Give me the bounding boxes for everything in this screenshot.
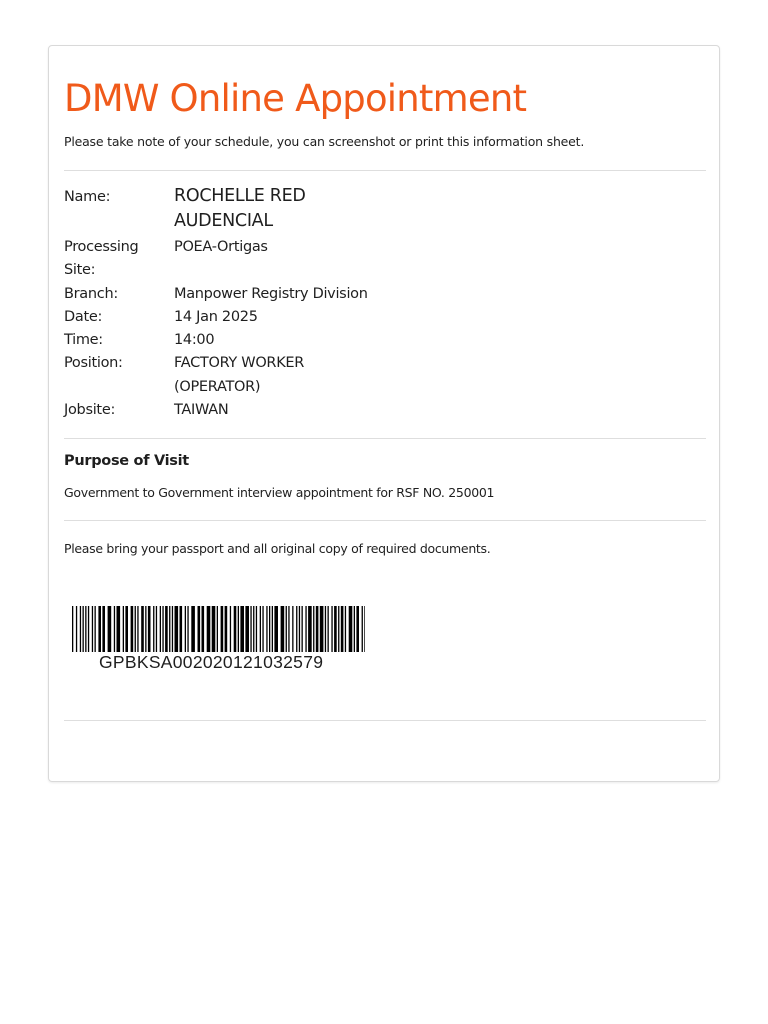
- barcode-bar: [102, 606, 105, 652]
- barcode-bar: [238, 606, 239, 652]
- barcode-bar: [88, 606, 89, 652]
- jobsite-value: TAIWAN: [174, 402, 229, 418]
- barcode-bar: [299, 606, 300, 652]
- barcode-bar: [331, 606, 332, 652]
- barcode-bar: [169, 606, 170, 652]
- barcode-bar: [162, 606, 163, 652]
- barcode-bar: [198, 606, 201, 652]
- appointment-card: [48, 45, 720, 782]
- barcode-bar: [272, 606, 273, 652]
- barcode-bar: [230, 606, 231, 652]
- barcode-image: [72, 606, 365, 652]
- processing-site-value: POEA-Ortigas: [174, 239, 268, 255]
- barcode-bar: [288, 606, 289, 652]
- page-title: DMW Online Appointment: [64, 77, 527, 120]
- barcode-bar: [85, 606, 86, 652]
- divider-purpose: [64, 520, 706, 521]
- processing-site-label-line1: Processing: [64, 239, 139, 255]
- barcode-bar: [125, 606, 128, 652]
- branch-value: Manpower Registry Division: [174, 286, 368, 302]
- barcode-bar: [131, 606, 134, 652]
- barcode-bar: [160, 606, 161, 652]
- barcode-bar: [137, 606, 138, 652]
- position-value-line2: (OPERATOR): [174, 379, 261, 395]
- purpose-text: Government to Government interview appointment for RSF NO. 250001: [64, 485, 495, 500]
- divider-top: [64, 170, 706, 171]
- barcode-bar: [114, 606, 115, 652]
- barcode-bar: [108, 606, 112, 652]
- barcode-bar: [253, 606, 254, 652]
- barcode-bar: [145, 606, 146, 652]
- reminder-text: Please bring your passport and all original copy of required documents.: [64, 541, 491, 556]
- barcode-bar: [76, 606, 77, 652]
- barcode-bar: [225, 606, 228, 652]
- purpose-heading: Purpose of Visit: [64, 453, 189, 469]
- barcode-bar: [117, 606, 121, 652]
- name-value-line2: AUDENCIAL: [174, 211, 273, 231]
- barcode-bar: [313, 606, 314, 652]
- barcode-bar: [245, 606, 249, 652]
- name-label: Name:: [64, 189, 111, 205]
- barcode-bar: [308, 606, 312, 652]
- barcode-bar: [286, 606, 287, 652]
- barcode-bar: [240, 606, 244, 652]
- barcode-bar: [165, 606, 168, 652]
- barcode-bar: [123, 606, 124, 652]
- barcode-bar: [221, 606, 224, 652]
- barcode-bar: [191, 606, 195, 652]
- barcode-bar: [141, 606, 144, 652]
- position-value-line1: FACTORY WORKER: [174, 355, 305, 371]
- barcode-bar: [207, 606, 211, 652]
- barcode-bar: [266, 606, 267, 652]
- barcode-bar: [260, 606, 261, 652]
- barcode-bar: [338, 606, 339, 652]
- barcode-bar: [281, 606, 285, 652]
- barcode-bar: [274, 606, 278, 652]
- barcode-bar: [175, 606, 179, 652]
- barcode-bar: [148, 606, 151, 652]
- processing-site-label-line2: Site:: [64, 262, 96, 278]
- jobsite-label: Jobsite:: [64, 402, 116, 418]
- barcode-bar: [153, 606, 154, 652]
- barcode-bar: [349, 606, 353, 652]
- barcode-bar: [296, 606, 297, 652]
- date-value: 14 Jan 2025: [174, 309, 258, 325]
- time-label: Time:: [64, 332, 103, 348]
- barcode-bar: [292, 606, 293, 652]
- barcode-bar: [269, 606, 270, 652]
- barcode-bar: [316, 606, 319, 652]
- barcode-bar: [356, 606, 359, 652]
- barcode-bar: [217, 606, 218, 652]
- position-label: Position:: [64, 355, 123, 371]
- barcode-bar: [256, 606, 257, 652]
- barcode-bar: [250, 606, 251, 652]
- barcode-bar: [328, 606, 329, 652]
- barcode-bar: [262, 606, 263, 652]
- barcode-bar: [180, 606, 183, 652]
- name-value-line1: ROCHELLE RED: [174, 186, 306, 206]
- barcode-bar: [341, 606, 344, 652]
- barcode-bar: [320, 606, 324, 652]
- barcode-bar: [95, 606, 96, 652]
- barcode-bar: [92, 606, 93, 652]
- time-value: 14:00: [174, 332, 215, 348]
- barcode-bar: [98, 606, 101, 652]
- divider-details: [64, 438, 706, 439]
- barcode-bar: [83, 606, 84, 652]
- barcode-bar: [202, 606, 205, 652]
- barcode-bar: [135, 606, 136, 652]
- barcode-bar: [234, 606, 237, 652]
- barcode-bar: [187, 606, 188, 652]
- barcode-bar: [156, 606, 157, 652]
- branch-label: Branch:: [64, 286, 118, 302]
- barcode-bar: [302, 606, 303, 652]
- barcode-number: GPBKSA002020121032579: [99, 652, 324, 672]
- date-label: Date:: [64, 309, 103, 325]
- barcode-bar: [185, 606, 186, 652]
- divider-bottom: [64, 720, 706, 721]
- barcode-bar: [362, 606, 363, 652]
- barcode-bar: [212, 606, 216, 652]
- barcode-bar: [80, 606, 81, 652]
- barcode-bar: [354, 606, 355, 652]
- instruction-text: Please take note of your schedule, you can screenshot or print this information sheet.: [64, 134, 585, 149]
- barcode-bar: [172, 606, 173, 652]
- barcode-bar: [334, 606, 337, 652]
- barcode-bar: [345, 606, 346, 652]
- barcode-bar: [325, 606, 326, 652]
- barcode-bar: [305, 606, 306, 652]
- barcode-bar: [364, 606, 365, 652]
- barcode-bar: [72, 606, 73, 652]
